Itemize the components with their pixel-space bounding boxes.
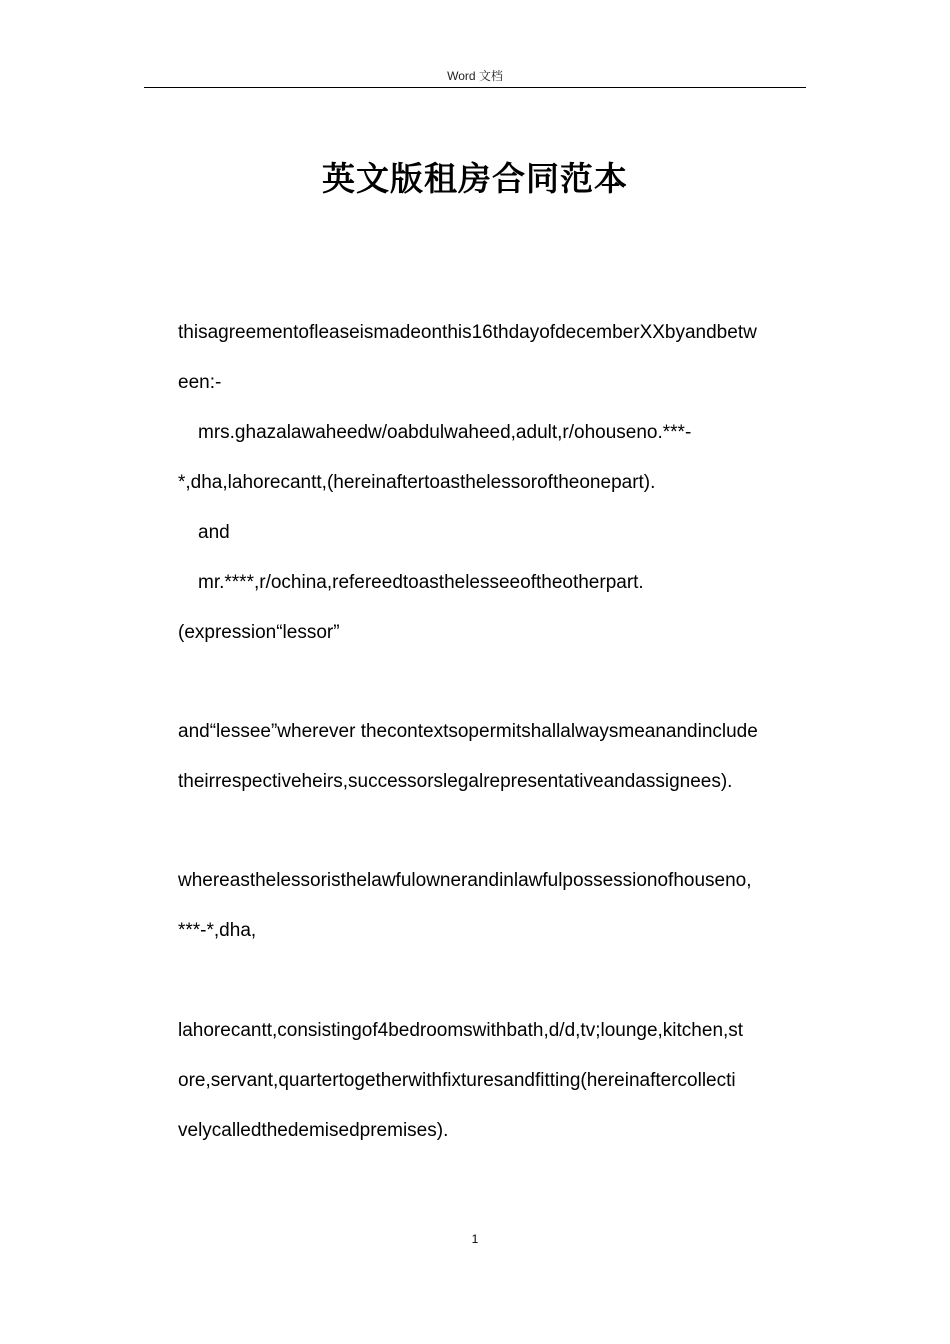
body-line: and xyxy=(198,522,230,543)
body-line: ***-*,dha, xyxy=(178,920,257,941)
header-divider xyxy=(144,87,806,88)
document-title: 英文版租房合同范本 xyxy=(322,159,628,198)
body-line: *,dha,lahorecantt,(hereinaftertoasthelessoroftheonepart). xyxy=(178,472,656,493)
body-line: and“lessee”wherever thecontextsopermitshallalwaysmeanandinclude xyxy=(178,721,758,742)
body-line: thisagreementofleaseismadeonthis16thdayofdecemberXXbyandbetw xyxy=(178,322,757,343)
body-line: mrs.ghazalawaheedw/oabdulwaheed,adult,r/ohouseno.***- xyxy=(198,422,692,443)
body-line: theirrespectiveheirs,successorslegalrepresentativeandassignees). xyxy=(178,771,733,792)
page-header: Word 文档 xyxy=(447,69,503,83)
body-line: lahorecantt,consistingof4bedroomswithbath,d/d,tv;lounge,kitchen,st xyxy=(178,1020,744,1041)
body-line: mr.****,r/ochina,refereedtoasthelesseeoftheotherpart. xyxy=(198,572,644,593)
page-number: 1 xyxy=(471,1232,479,1246)
body-line: (expression“lessor” xyxy=(178,622,340,643)
body-line: een:- xyxy=(178,372,222,393)
body-line: ore,servant,quartertogetherwithfixturesandfitting(hereinaftercollecti xyxy=(178,1070,736,1091)
body-line: whereasthelessoristhelawfulownerandinlawfulpossessionofhouseno, xyxy=(178,870,752,891)
body-line: velycalledthedemisedpremises). xyxy=(178,1120,449,1141)
